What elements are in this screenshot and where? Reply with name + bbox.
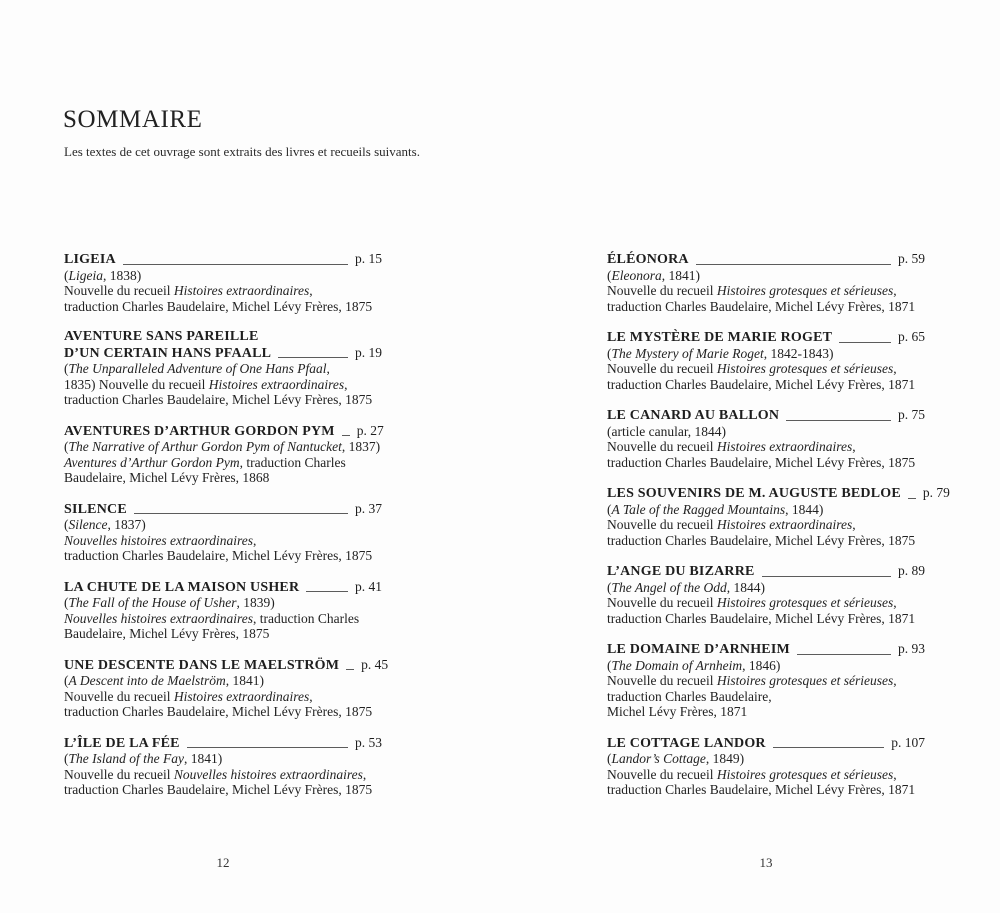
toc-entry-detail: (Landor’s Cottage, 1849) xyxy=(607,751,745,766)
toc-entry xyxy=(607,485,950,548)
toc-entry xyxy=(64,501,382,564)
toc-entry-title-row xyxy=(607,641,925,658)
toc-entry-title-row xyxy=(64,345,382,362)
toc-entry-detail: (The Domain of Arnheim, 1846) xyxy=(607,657,781,673)
page-reference: p. 45 xyxy=(361,656,389,672)
toc-entry-title-row xyxy=(64,251,382,268)
toc-entry-detail: (The Angel of the Odd, 1844) xyxy=(607,579,765,595)
leader-line xyxy=(839,342,891,343)
page-reference: p. 93 xyxy=(898,641,925,656)
toc-entry-title-row xyxy=(64,579,382,596)
toc-entry-detail: (Ligeia, 1838) xyxy=(64,267,142,283)
toc-entry-title: L’ANGE DU BIZARRE xyxy=(607,564,755,579)
folio-left: 12 xyxy=(216,855,230,870)
toc-entry-title-row xyxy=(64,656,389,674)
toc-entry-detail: Nouvelles histoires extraordinaires, traduction Charles xyxy=(64,610,360,626)
toc-entry-detail: Nouvelle du recueil Histoires grotesques et sérieuses, xyxy=(607,283,897,298)
leader-line xyxy=(773,747,885,748)
toc-entry-detail: traduction Charles Baudelaire, Michel Lévy Frères, 1875 xyxy=(607,532,916,548)
leader-line xyxy=(786,420,891,421)
toc-entry-title: L’ÎLE DE LA FÉE xyxy=(64,735,180,751)
toc-entry-detail: Nouvelle du recueil Histoires extraordinaires, xyxy=(64,283,313,298)
toc-entry-title: LE CANARD AU BALLON xyxy=(607,408,780,423)
toc-entry-detail: 1835) Nouvelle du recueil Histoires extraordinaires, xyxy=(64,376,348,392)
page-reference: p. 107 xyxy=(891,734,925,750)
leader-line xyxy=(762,576,891,577)
toc-entry-detail: (Eleonora, 1841) xyxy=(607,267,700,283)
toc-entry-title: LA CHUTE DE LA MAISON USHER xyxy=(64,579,300,595)
toc-entry-detail: (Silence, 1837) xyxy=(64,517,146,532)
toc-entry xyxy=(64,329,382,408)
toc-entry-detail: Michel Lévy Frères, 1871 xyxy=(607,704,748,719)
toc-column-left xyxy=(64,251,389,813)
page-reference: p. 27 xyxy=(356,422,384,438)
toc-entry-detail: traduction Charles Baudelaire, Michel Lévy Frères, 1875 xyxy=(607,454,916,470)
leader-line xyxy=(346,669,354,670)
leader-line xyxy=(696,264,891,265)
toc-entry-detail: (A Descent into de Maelström, 1841) xyxy=(64,673,264,688)
toc-entry-title: UNE DESCENTE DANS LE MAELSTRÖM xyxy=(64,657,340,673)
toc-entry-detail: Nouvelle du recueil Histoires grotesques et sérieuses, xyxy=(607,673,897,688)
toc-entry-detail: traduction Charles Baudelaire, Michel Lévy Frères, 1875 xyxy=(64,298,373,314)
toc-entry-title-row xyxy=(607,329,925,346)
page-reference: p. 15 xyxy=(355,251,382,266)
page-reference: p. 19 xyxy=(355,344,382,360)
toc-entry xyxy=(607,641,925,720)
toc-entry xyxy=(607,563,925,626)
page-reference: p. 79 xyxy=(922,485,950,500)
toc-entry-detail: (A Tale of the Ragged Mountains, 1844) xyxy=(607,501,824,517)
toc-entry-title: LIGEIA xyxy=(64,252,116,267)
toc-entry-detail: Nouvelle du recueil Histoires grotesques et sérieuses, xyxy=(607,766,897,782)
leader-line xyxy=(797,654,891,655)
folio-right: 13 xyxy=(759,855,773,870)
toc-entry-title: AVENTURE SANS PAREILLE xyxy=(64,329,259,344)
toc-entry-detail: traduction Charles Baudelaire, Michel Lévy Frères, 1875 xyxy=(64,392,373,407)
toc-entry-detail: (article canular, 1844) xyxy=(607,423,727,439)
toc-entry-detail: Nouvelle du recueil Histoires extraordinaires, xyxy=(607,517,856,532)
toc-entry xyxy=(64,251,382,314)
page-reference: p. 41 xyxy=(355,578,382,594)
toc-entry-title: ÉLÉONORA xyxy=(607,252,689,267)
page-reference: p. 53 xyxy=(355,734,382,750)
toc-entry-title: AVENTURES D’ARTHUR GORDON PYM xyxy=(64,423,335,439)
toc-entry xyxy=(607,735,925,798)
toc-entry-detail: Nouvelle du recueil Histoires extraordinaires, xyxy=(607,439,856,454)
page-reference: p. 75 xyxy=(898,407,925,422)
page-reference: p. 37 xyxy=(355,500,382,516)
toc-entry-title: LE MYSTÈRE DE MARIE ROGET xyxy=(607,330,833,345)
toc-entry-title-row xyxy=(607,407,925,424)
leader-line xyxy=(134,513,348,514)
toc-entry-title: LE COTTAGE LANDOR xyxy=(607,735,766,751)
toc-entry-detail: (The Island of the Fay, 1841) xyxy=(64,751,223,766)
toc-entry-title: LES SOUVENIRS DE M. AUGUSTE BEDLOE xyxy=(607,486,901,501)
toc-entry-detail: Nouvelles histoires extraordinaires, xyxy=(64,532,257,548)
toc-entry-title-row xyxy=(64,735,382,752)
toc-entry-detail: traduction Charles Baudelaire, Michel Lévy Frères, 1875 xyxy=(64,782,373,797)
toc-entry-title-row xyxy=(64,423,382,440)
toc-entry-detail: traduction Charles Baudelaire, Michel Lévy Frères, 1871 xyxy=(607,298,916,314)
page-subtitle: Les textes de cet ouvrage sont extraits des livres et recueils suivants. xyxy=(64,144,420,159)
toc-entry xyxy=(64,423,382,486)
toc-entry-detail: Nouvelle du recueil Nouvelles histoires extraordinaires, xyxy=(64,766,367,782)
toc-entry xyxy=(607,251,925,314)
toc-entry-title: LE DOMAINE D’ARNHEIM xyxy=(607,642,790,657)
toc-entry xyxy=(607,407,925,470)
toc-entry-title-row xyxy=(607,251,925,268)
leader-line xyxy=(187,747,348,748)
page-reference: p. 89 xyxy=(898,563,925,578)
toc-entry-title-row xyxy=(607,485,950,502)
toc-entry xyxy=(64,656,389,720)
toc-entry-detail: Baudelaire, Michel Lévy Frères, 1868 xyxy=(64,470,270,485)
toc-entry-detail: (The Narrative of Arthur Gordon Pym of Nantucket, 1837) xyxy=(64,439,381,454)
toc-entry-detail: (The Unparalleled Adventure of One Hans Pfaal, xyxy=(64,361,330,376)
leader-line xyxy=(908,498,916,499)
toc-entry-title: SILENCE xyxy=(64,501,127,517)
page-reference: p. 59 xyxy=(898,251,925,266)
leader-line xyxy=(306,591,348,592)
toc-entry xyxy=(64,735,382,798)
toc-entry-detail: Nouvelle du recueil Histoires extraordinaires, xyxy=(64,688,313,704)
toc-entry-title-row xyxy=(64,501,382,518)
toc-entry-detail: traduction Charles Baudelaire, xyxy=(607,688,772,704)
toc-entry-title-row xyxy=(607,563,925,580)
toc-entry-title-row xyxy=(64,329,382,345)
toc-entry-detail: traduction Charles Baudelaire, Michel Lévy Frères, 1871 xyxy=(607,782,916,797)
toc-entry-detail: Baudelaire, Michel Lévy Frères, 1875 xyxy=(64,626,270,641)
leader-line xyxy=(278,357,348,358)
leader-line xyxy=(123,264,348,265)
toc-entry-detail: Aventures d’Arthur Gordon Pym, traduction Charles xyxy=(64,454,346,470)
toc-entry-detail: (The Fall of the House of Usher, 1839) xyxy=(64,595,275,610)
leader-line xyxy=(342,435,350,436)
toc-entry-detail: traduction Charles Baudelaire, Michel Lévy Frères, 1871 xyxy=(607,376,916,392)
toc-column-right xyxy=(607,251,950,813)
toc-entry-detail: Nouvelle du recueil Histoires grotesques et sérieuses, xyxy=(607,361,897,376)
toc-entry-detail: traduction Charles Baudelaire, Michel Lévy Frères, 1871 xyxy=(607,610,916,626)
page-title: SOMMAIRE xyxy=(63,105,203,133)
toc-entry-detail: traduction Charles Baudelaire, Michel Lévy Frères, 1875 xyxy=(64,704,373,719)
toc-entry-title-row xyxy=(607,735,925,752)
toc-entry-detail: (The Mystery of Marie Roget, 1842-1843) xyxy=(607,345,834,361)
toc-entry-detail: Nouvelle du recueil Histoires grotesques et sérieuses, xyxy=(607,595,897,610)
page-reference: p. 65 xyxy=(898,329,925,344)
toc-entry-detail: traduction Charles Baudelaire, Michel Lévy Frères, 1875 xyxy=(64,548,373,563)
toc-entry xyxy=(64,579,382,642)
toc-entry xyxy=(607,329,925,392)
toc-entry-title: D’UN CERTAIN HANS PFAALL xyxy=(64,345,272,361)
